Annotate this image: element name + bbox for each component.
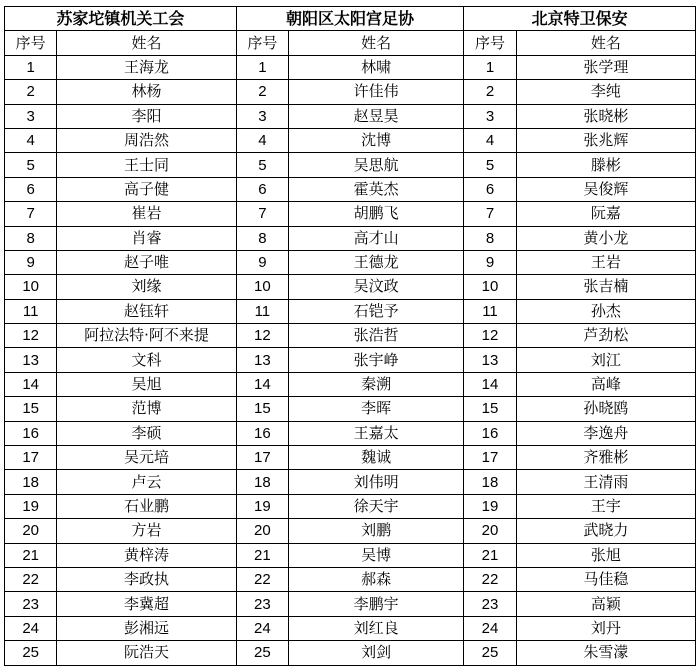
- row-number: 1: [236, 55, 288, 79]
- row-number: 2: [5, 80, 57, 104]
- member-name: 刘伟明: [289, 470, 464, 494]
- row-number: 17: [236, 446, 288, 470]
- member-name: 齐雅彬: [516, 446, 695, 470]
- group-title-row: [5, 7, 696, 31]
- table-row: [5, 299, 696, 323]
- row-number: 15: [236, 397, 288, 421]
- table-row: [5, 250, 696, 274]
- member-name: 王德龙: [289, 250, 464, 274]
- row-number: 23: [464, 592, 516, 616]
- row-number: 10: [236, 275, 288, 299]
- member-name: 吴俊辉: [516, 177, 695, 201]
- row-number: 19: [236, 494, 288, 518]
- row-number: 20: [464, 519, 516, 543]
- member-name: 刘剑: [289, 641, 464, 665]
- table-row: [5, 567, 696, 591]
- member-name: 吴汶政: [289, 275, 464, 299]
- member-name: 卢云: [57, 470, 236, 494]
- member-name: 文科: [57, 348, 236, 372]
- member-name: 高子健: [57, 177, 236, 201]
- row-number: 8: [464, 226, 516, 250]
- member-name: 赵钰轩: [57, 299, 236, 323]
- row-number: 22: [5, 567, 57, 591]
- row-number: 22: [464, 567, 516, 591]
- group-title: 苏家坨镇机关工会: [5, 7, 237, 31]
- member-name: 石业鹏: [57, 494, 236, 518]
- member-name: 马佳稳: [516, 567, 695, 591]
- row-number: 3: [464, 104, 516, 128]
- row-number: 18: [464, 470, 516, 494]
- row-number: 22: [236, 567, 288, 591]
- table-row: [5, 421, 696, 445]
- row-number: 11: [5, 299, 57, 323]
- row-number: 18: [236, 470, 288, 494]
- member-name: 方岩: [57, 519, 236, 543]
- row-number: 1: [5, 55, 57, 79]
- member-name: 王士同: [57, 153, 236, 177]
- table-row: [5, 543, 696, 567]
- member-name: 王海龙: [57, 55, 236, 79]
- member-name: 彭湘远: [57, 616, 236, 640]
- member-name: 刘鹏: [289, 519, 464, 543]
- row-number: 12: [5, 324, 57, 348]
- column-header-no: 序号: [464, 31, 516, 55]
- member-name: 胡鹏飞: [289, 202, 464, 226]
- row-number: 13: [464, 348, 516, 372]
- table-row: [5, 372, 696, 396]
- member-name: 刘丹: [516, 616, 695, 640]
- row-number: 9: [236, 250, 288, 274]
- member-name: 王清雨: [516, 470, 695, 494]
- row-number: 15: [464, 397, 516, 421]
- member-name: 李晖: [289, 397, 464, 421]
- row-number: 10: [464, 275, 516, 299]
- table-row: [5, 104, 696, 128]
- member-name: 李鹏宇: [289, 592, 464, 616]
- row-number: 8: [236, 226, 288, 250]
- row-number: 3: [5, 104, 57, 128]
- member-name: 阿拉法特·阿不来提: [57, 324, 236, 348]
- member-name: 李逸舟: [516, 421, 695, 445]
- row-number: 9: [464, 250, 516, 274]
- table-row: [5, 397, 696, 421]
- column-header-name: 姓名: [516, 31, 695, 55]
- member-name: 许佳伟: [289, 80, 464, 104]
- row-number: 25: [464, 641, 516, 665]
- member-name: 孙晓鸥: [516, 397, 695, 421]
- row-number: 23: [5, 592, 57, 616]
- member-name: 吴思航: [289, 153, 464, 177]
- member-name: 沈博: [289, 128, 464, 152]
- member-name: 武晓力: [516, 519, 695, 543]
- member-name: 李冀超: [57, 592, 236, 616]
- member-name: 王岩: [516, 250, 695, 274]
- group-title: 朝阳区太阳宫足协: [236, 7, 464, 31]
- row-number: 25: [236, 641, 288, 665]
- member-name: 高峰: [516, 372, 695, 396]
- row-number: 13: [236, 348, 288, 372]
- member-name: 张兆辉: [516, 128, 695, 152]
- table-row: [5, 80, 696, 104]
- row-number: 7: [5, 202, 57, 226]
- row-number: 24: [5, 616, 57, 640]
- row-number: 18: [5, 470, 57, 494]
- member-name: 张晓彬: [516, 104, 695, 128]
- row-number: 11: [236, 299, 288, 323]
- row-number: 21: [464, 543, 516, 567]
- member-name: 高颖: [516, 592, 695, 616]
- member-name: 郝森: [289, 567, 464, 591]
- member-name: 崔岩: [57, 202, 236, 226]
- row-number: 17: [464, 446, 516, 470]
- member-name: 张宇峥: [289, 348, 464, 372]
- member-name: 孙杰: [516, 299, 695, 323]
- table-row: [5, 494, 696, 518]
- member-name: 霍英杰: [289, 177, 464, 201]
- column-header-row: [5, 31, 696, 55]
- row-number: 2: [464, 80, 516, 104]
- table-row: [5, 616, 696, 640]
- table-row: [5, 153, 696, 177]
- group-title: 北京特卫保安: [464, 7, 696, 31]
- row-number: 15: [5, 397, 57, 421]
- table-row: [5, 641, 696, 665]
- row-number: 25: [5, 641, 57, 665]
- row-number: 5: [5, 153, 57, 177]
- member-name: 徐天宇: [289, 494, 464, 518]
- roster-table: [4, 6, 696, 666]
- member-name: 阮嘉: [516, 202, 695, 226]
- member-name: 赵子唯: [57, 250, 236, 274]
- table-row: [5, 592, 696, 616]
- column-header-no: 序号: [236, 31, 288, 55]
- row-number: 19: [464, 494, 516, 518]
- row-number: 2: [236, 80, 288, 104]
- row-number: 21: [5, 543, 57, 567]
- table-row: [5, 519, 696, 543]
- member-name: 刘红良: [289, 616, 464, 640]
- row-number: 17: [5, 446, 57, 470]
- row-number: 12: [236, 324, 288, 348]
- row-number: 20: [5, 519, 57, 543]
- member-name: 黄小龙: [516, 226, 695, 250]
- row-number: 6: [236, 177, 288, 201]
- member-name: 张吉楠: [516, 275, 695, 299]
- member-name: 肖睿: [57, 226, 236, 250]
- row-number: 10: [5, 275, 57, 299]
- member-name: 吴博: [289, 543, 464, 567]
- member-name: 李硕: [57, 421, 236, 445]
- row-number: 7: [236, 202, 288, 226]
- table-row: [5, 128, 696, 152]
- member-name: 李纯: [516, 80, 695, 104]
- row-number: 13: [5, 348, 57, 372]
- row-number: 24: [464, 616, 516, 640]
- member-name: 张浩哲: [289, 324, 464, 348]
- member-name: 王宇: [516, 494, 695, 518]
- table-row: [5, 177, 696, 201]
- row-number: 20: [236, 519, 288, 543]
- row-number: 23: [236, 592, 288, 616]
- member-name: 刘江: [516, 348, 695, 372]
- row-number: 16: [5, 421, 57, 445]
- row-number: 16: [464, 421, 516, 445]
- row-number: 6: [464, 177, 516, 201]
- column-header-name: 姓名: [289, 31, 464, 55]
- row-number: 14: [5, 372, 57, 396]
- member-name: 黄梓涛: [57, 543, 236, 567]
- table-row: [5, 446, 696, 470]
- member-name: 朱雪濛: [516, 641, 695, 665]
- row-number: 24: [236, 616, 288, 640]
- member-name: 芦劲松: [516, 324, 695, 348]
- member-name: 林啸: [289, 55, 464, 79]
- row-number: 6: [5, 177, 57, 201]
- row-number: 5: [464, 153, 516, 177]
- member-name: 石铠予: [289, 299, 464, 323]
- member-name: 王嘉太: [289, 421, 464, 445]
- table-row: [5, 470, 696, 494]
- row-number: 8: [5, 226, 57, 250]
- member-name: 魏诚: [289, 446, 464, 470]
- table-row: [5, 348, 696, 372]
- member-name: 刘缘: [57, 275, 236, 299]
- member-name: 阮浩天: [57, 641, 236, 665]
- member-name: 范博: [57, 397, 236, 421]
- member-name: 高才山: [289, 226, 464, 250]
- row-number: 3: [236, 104, 288, 128]
- row-number: 16: [236, 421, 288, 445]
- column-header-name: 姓名: [57, 31, 236, 55]
- member-name: 吴旭: [57, 372, 236, 396]
- row-number: 4: [5, 128, 57, 152]
- row-number: 5: [236, 153, 288, 177]
- member-name: 周浩然: [57, 128, 236, 152]
- row-number: 14: [464, 372, 516, 396]
- row-number: 11: [464, 299, 516, 323]
- row-number: 9: [5, 250, 57, 274]
- row-number: 12: [464, 324, 516, 348]
- row-number: 19: [5, 494, 57, 518]
- table-row: [5, 226, 696, 250]
- row-number: 14: [236, 372, 288, 396]
- table-row: [5, 275, 696, 299]
- member-name: 李阳: [57, 104, 236, 128]
- row-number: 21: [236, 543, 288, 567]
- row-number: 4: [236, 128, 288, 152]
- table-row: [5, 202, 696, 226]
- column-header-no: 序号: [5, 31, 57, 55]
- row-number: 1: [464, 55, 516, 79]
- member-name: 滕彬: [516, 153, 695, 177]
- table-row: [5, 55, 696, 79]
- member-name: 赵昱昊: [289, 104, 464, 128]
- member-name: 秦溯: [289, 372, 464, 396]
- row-number: 4: [464, 128, 516, 152]
- member-name: 林杨: [57, 80, 236, 104]
- row-number: 7: [464, 202, 516, 226]
- member-name: 张学理: [516, 55, 695, 79]
- member-name: 张旭: [516, 543, 695, 567]
- table-row: [5, 324, 696, 348]
- member-name: 吴元培: [57, 446, 236, 470]
- member-name: 李政执: [57, 567, 236, 591]
